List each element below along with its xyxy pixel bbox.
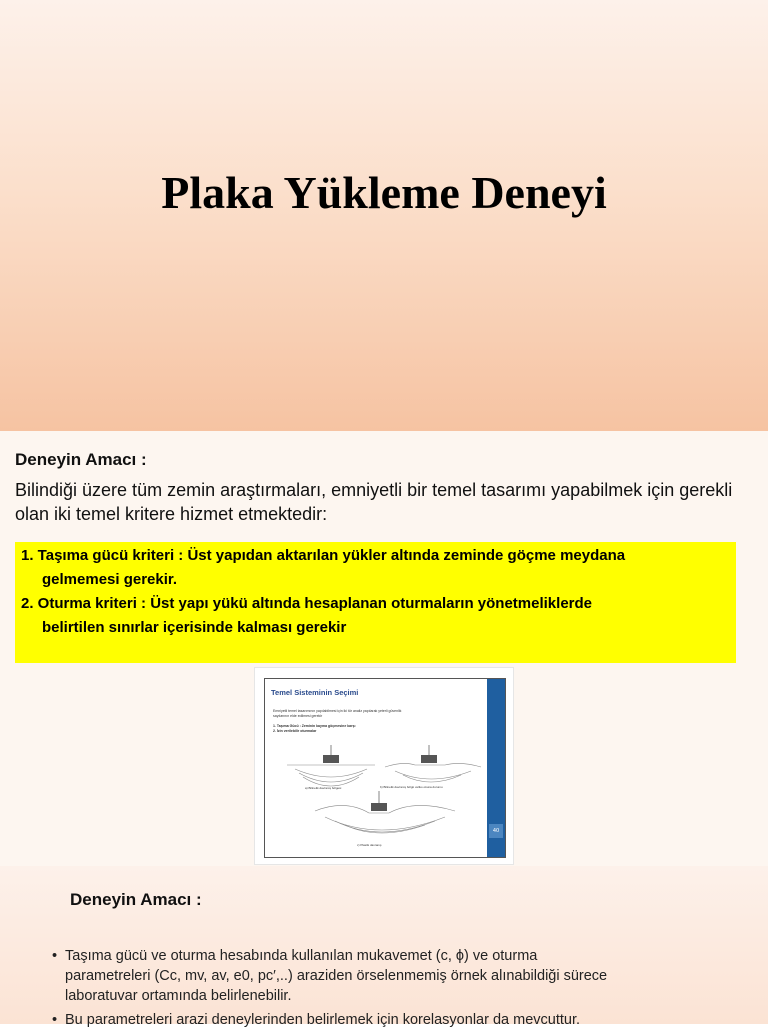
thumbnail-item: 2. İzin verilebilir oturmalar bbox=[273, 729, 317, 733]
diagram-caption: a) Bilinelik davranış bölgesi bbox=[305, 786, 342, 790]
bullet-line: parametreleri (Cc, mv, av, e0, pc′,..) araziden örselenmemiş örnek alınabildiği sürece bbox=[65, 968, 608, 984]
slide-title: Plaka Yükleme Deneyi bbox=[161, 167, 607, 218]
criterion-line-cont: belirtilen sınırlar içerisinde kalması gerekir bbox=[42, 619, 347, 636]
bullet-line: Bu parametreleri arazi deneylerinden belirlemek için korelasyonlar da mevcuttur. bbox=[65, 1012, 580, 1028]
thumbnail-frame bbox=[264, 678, 506, 858]
intro-paragraph: Bilindiği üzere tüm zemin araştırmaları, emniyetli bir temel tasarımı yapabilmek için gerekli olan iki temel kritere hizmet etmektedir: bbox=[15, 480, 733, 524]
section-heading: Deneyin Amacı : bbox=[15, 450, 147, 469]
diagram-b bbox=[385, 745, 481, 782]
content-slide-2 bbox=[0, 866, 768, 1028]
thumbnail-text: sayılarının elde edilmesi gerekir bbox=[273, 714, 323, 718]
thumbnail-item: 1. Taşıma Gücü : Zeminin kayma göçmesine karşı bbox=[273, 724, 356, 728]
criteria-highlight-box bbox=[15, 542, 736, 663]
bullet-item bbox=[52, 946, 732, 1006]
bullet-line: laboratuvar ortamında belirlenebilir. bbox=[65, 988, 292, 1004]
bullet-line: Taşıma gücü ve oturma hesabında kullanılan mukavemet (c, ϕ) ve oturma bbox=[65, 948, 538, 964]
content-slide-1 bbox=[0, 431, 768, 866]
foundation-failure-diagram bbox=[285, 743, 485, 855]
criterion-item bbox=[21, 544, 727, 592]
criterion-line-cont: gelmemesi gerekir. bbox=[42, 571, 178, 588]
diagram-caption: b) Bilinelik davranış bölgü veliko okuna durumu bbox=[380, 785, 443, 789]
embedded-slide-thumbnail bbox=[254, 667, 514, 865]
title-slide bbox=[0, 0, 768, 431]
diagram-caption: c) Plastik davranış bbox=[357, 843, 382, 847]
bullet-symbol: • bbox=[52, 1012, 58, 1028]
section-heading: Deneyin Amacı : bbox=[70, 890, 202, 909]
criterion-item bbox=[21, 592, 727, 640]
diagram-c bbox=[315, 791, 455, 833]
bullet-item bbox=[52, 1010, 732, 1030]
criterion-line: 1. Taşıma gücü kriteri : Üst yapıdan aktarılan yükler altında zeminde göçme meydana bbox=[21, 547, 626, 564]
thumbnail-page-number: 40 bbox=[489, 824, 503, 838]
thumbnail-title: Temel Sisteminin Seçimi bbox=[271, 688, 359, 697]
criterion-line: 2. Oturma kriteri : Üst yapı yükü altında hesaplanan oturmaların yönetmeliklerde bbox=[21, 595, 593, 612]
thumbnail-text: Emniyetli temel tasarımının yapılabilmesi için iki tür analiz yapılarak yeterli güvenlik bbox=[273, 709, 402, 713]
diagram-a bbox=[287, 745, 375, 786]
bullet-symbol: • bbox=[52, 948, 58, 964]
